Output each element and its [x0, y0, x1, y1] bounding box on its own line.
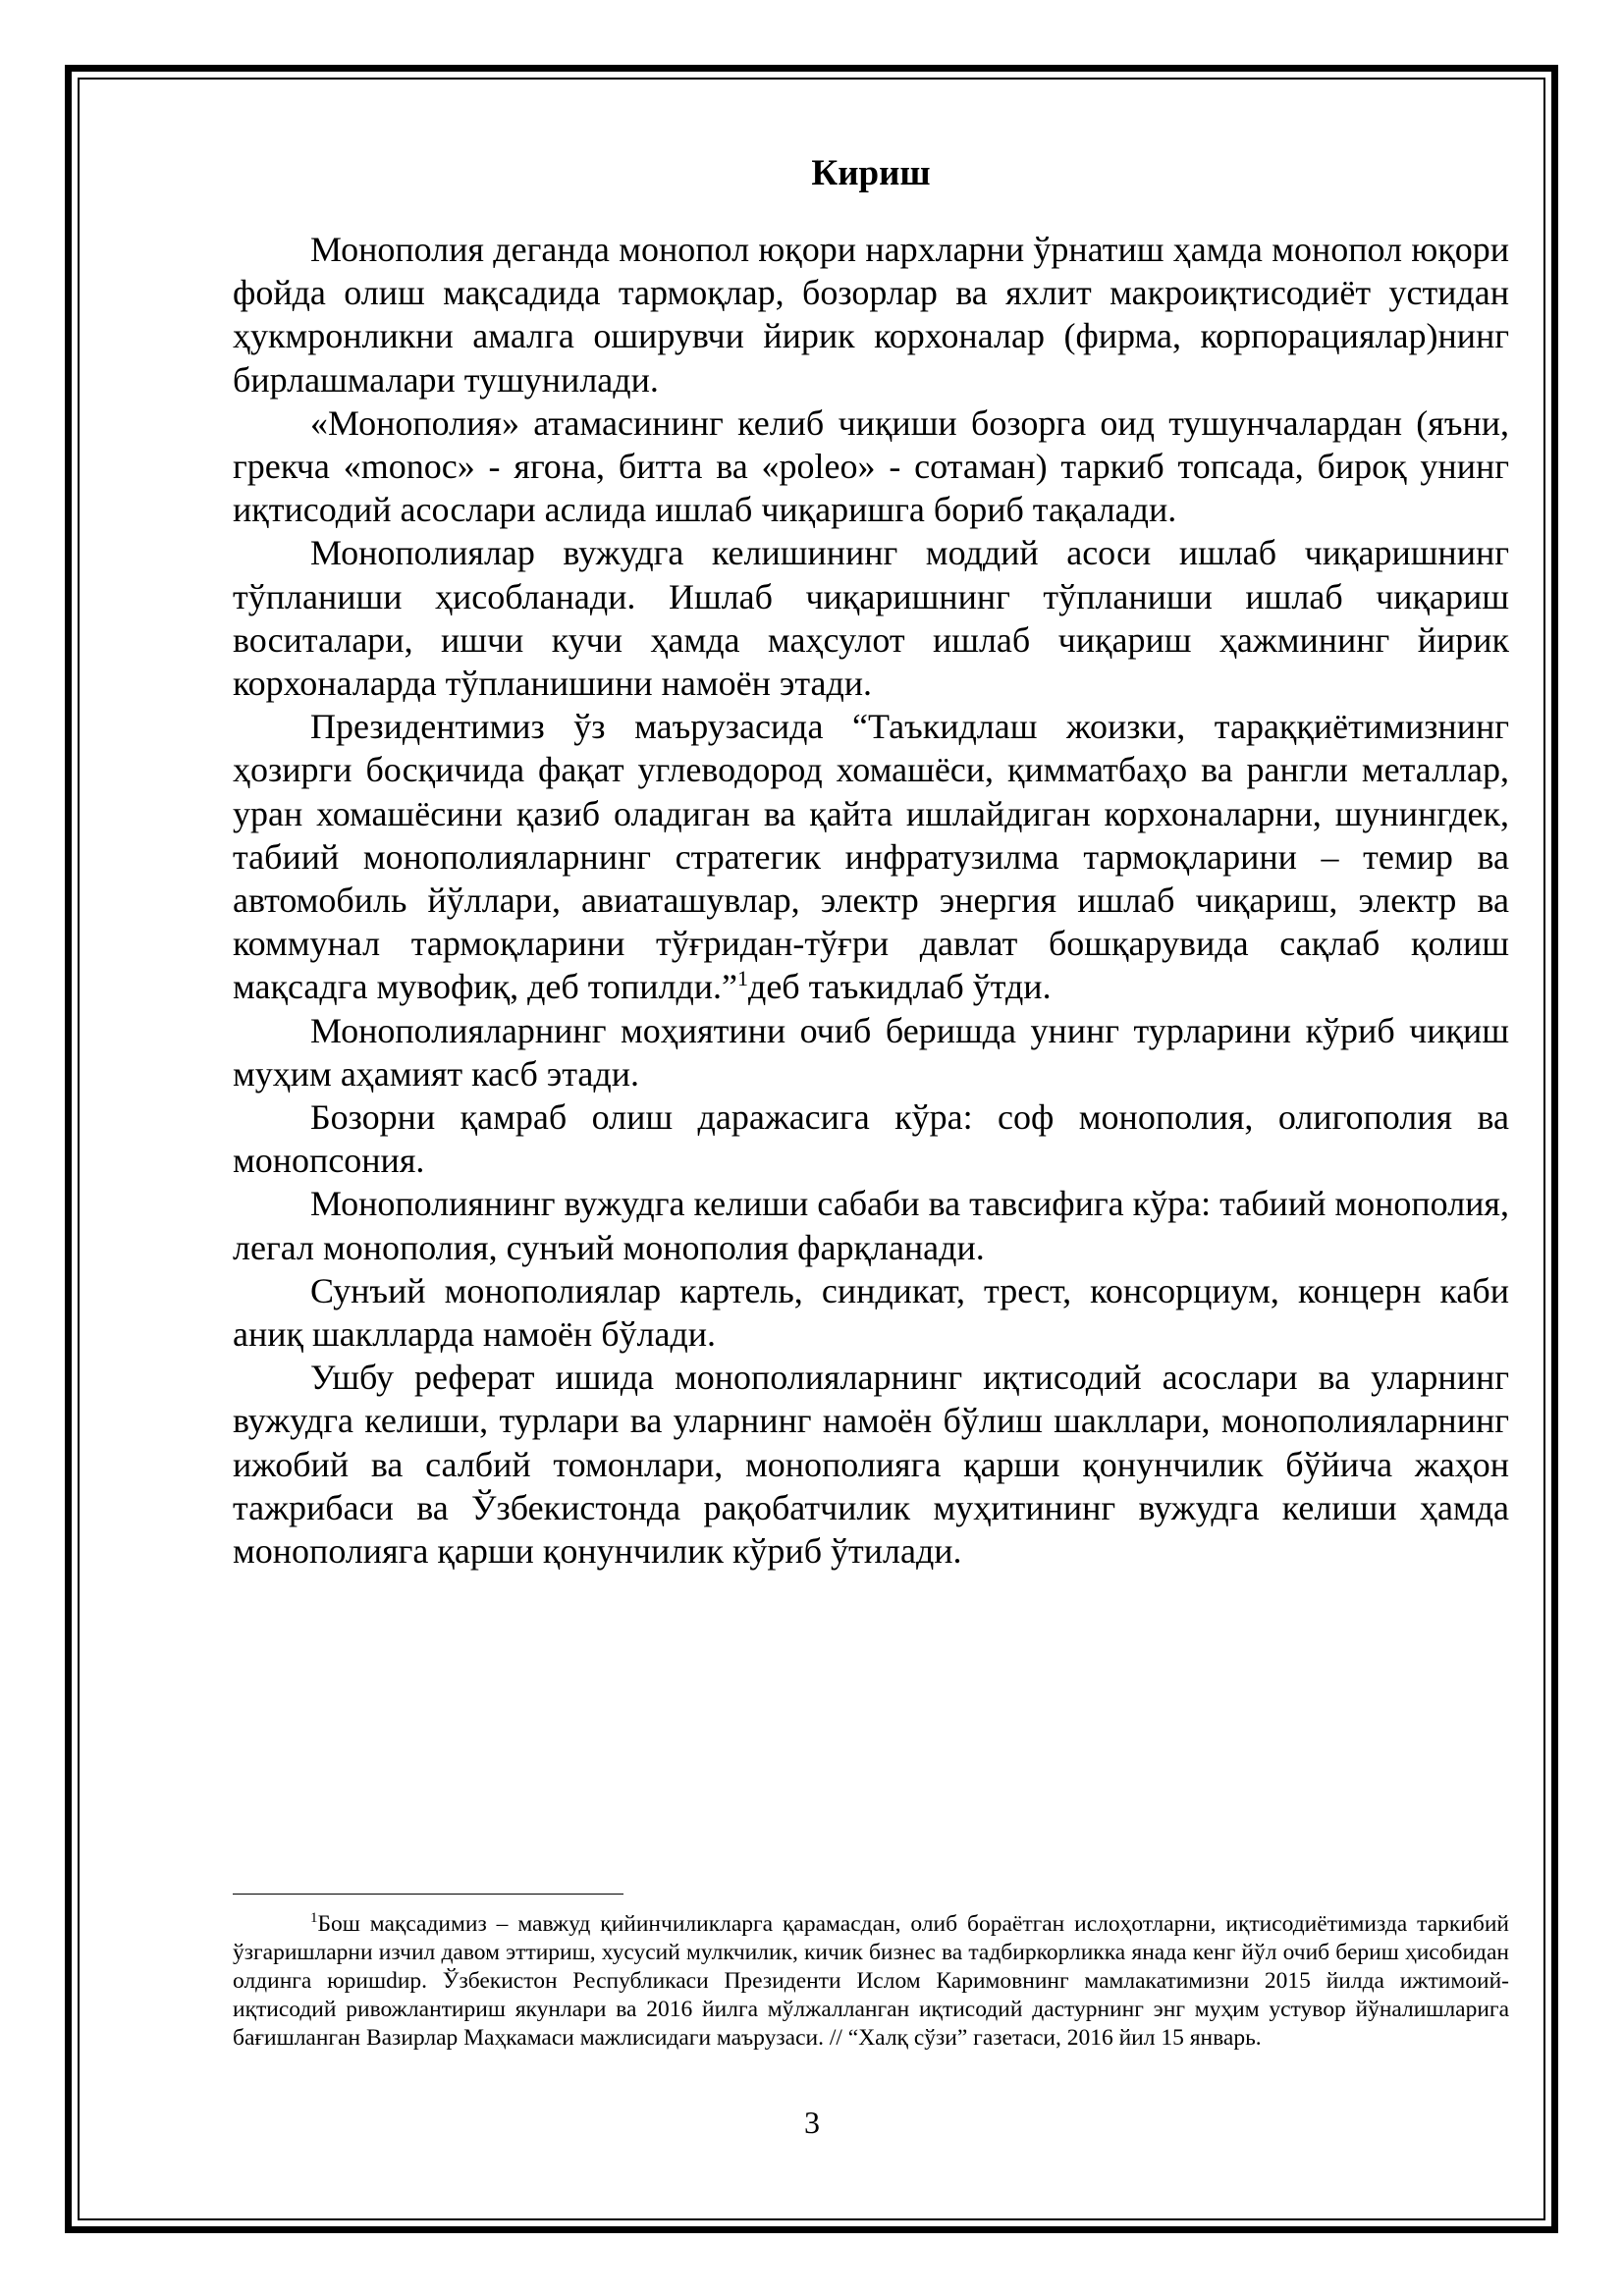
paragraph-term-origin: «Монополия» атамасининг келиб чиқиши бозорга оид тушунчалардан (яъни, грекча «monoc» - ягона, битта ва «poleo» - сотаман) таркиб топсада, бироқ унинг иқтисодий асослари аслида ишлаб чиқаришга бориб тақалади. [233, 402, 1509, 530]
paragraph-monopoly-definition: Монополия деганда монопол юқори нархларни ўрнатиш ҳамда монопол юқори фойда олиш мақсадида тармоқлар, бозорлар ва яхлит макроиқтисодиёт устидан ҳукмронликни амалга оширувчи йирик корхоналар (фирма, корпорациялар)нинг бирлашмалари тушунилади. [233, 230, 1509, 400]
paragraph-president-quote [233, 705, 1509, 1008]
footnote [233, 1910, 1509, 2053]
page-title: Кириш [811, 153, 931, 193]
page-content [233, 152, 1509, 1573]
paragraph-material-basis: Монополиялар вужудга келишининг моддий асоси ишлаб чиқаришнинг тўпланиши ҳисобланади. Ишлаб чиқаришнинг тўпланиши ишлаб чиқариш воситалари, ишчи кучи ҳамда маҳсулот ишлаб чиқариш ҳажмининг йирик корхоналарда тўпланишини намоён этади. [233, 533, 1509, 704]
paragraph-report-scope: Ушбу реферат ишида монополияларнинг иқтисодий асослари ва уларнинг вужудга келиши, турлари ва уларнинг намоён бўлиш шакллари, монополияларнинг ижобий ва салбий томонлари, монополияга қарши қонунчилик бўйича жаҳон тажрибаси ва Ўзбекистонда рақобатчилик муҳитининг вужудга келиши ҳамда монополияга қарши қонунчилик кўриб ўтилади. [233, 1358, 1509, 1572]
footnote-text: Бош мақсадимиз – мавжуд қийинчиликларга қарамасдан, олиб бораётган ислоҳотларни, иқтисодиётимизда таркибий ўзгаришларни изчил давом эттириш, хусусий мулкчилик, кичик бизнес ва тадбиркорликка янада кенг йўл очиб бериш ҳисобидан олдинга юришdир. Ўзбекистон Республикаси Президенти Ислом Каримовнинг мамлакатимизни 2015 йилда ижтимоий-иқтисодий ривожлантириш якунлари ва 2016 йилга мўлжалланган иқтисодий дастурнинг энг муҳим устувор йўналишларига бағишланган Вазирлар Маҳкамаси мажлисидаги маърузаси. // “Халқ сўзи” газетаси, 2016 йил 15 январь. [233, 1911, 1509, 2051]
paragraph-origin-types: Монополиянинг вужудга келиши сабаби ва тавсифига кўра: табиий монополия, легал монополия, сунъий монополия фарқланади. [233, 1184, 1509, 1267]
footnote-separator [233, 1894, 623, 1895]
page-number: 3 [804, 2105, 820, 2140]
paragraph-monopoly-types-intro: Монополияларнинг моҳиятини очиб беришда унинг турларини кўриб чиқиш муҳим аҳамият касб этади. [233, 1010, 1509, 1094]
footnote-reference[interactable]: 1 [737, 966, 749, 991]
body-text [233, 228, 1509, 1573]
quote-tail: деб таъкидлаб ўтди. [748, 967, 1052, 1007]
footnote-mark: 1 [310, 1910, 318, 1927]
quote-text: Президентимиз ўз маърузасида “Таъкидлаш жоизки, тараққиётимизнинг ҳозирги босқичида фақат углеводород хомашёси, қимматбаҳо ва рангли металлар, уран хомашёсини қазиб оладиган ва қайта ишлайдиган корхоналарни, шунингдек, табиий монополияларнинг стратегик инфратузилма тармоқларини – темир ва автомобиль йўллари, авиаташувлар, электр энергия ишлаб чиқариш, электр ва коммунал тармоқларини тўғридан-тўғри давлат бошқарувида сақлаб қолиш мақсадга мувофиқ, деб топилди.” [233, 707, 1509, 1007]
paragraph-artificial-forms: Сунъий монополиялар картель, синдикат, трест, консорциум, концерн каби аниқ шаклларда намоён бўлади. [233, 1270, 1509, 1355]
paragraph-market-coverage: Бозорни қамраб олиш даражасига кўра: соф монополия, олигополия ва монопсония. [233, 1097, 1509, 1181]
